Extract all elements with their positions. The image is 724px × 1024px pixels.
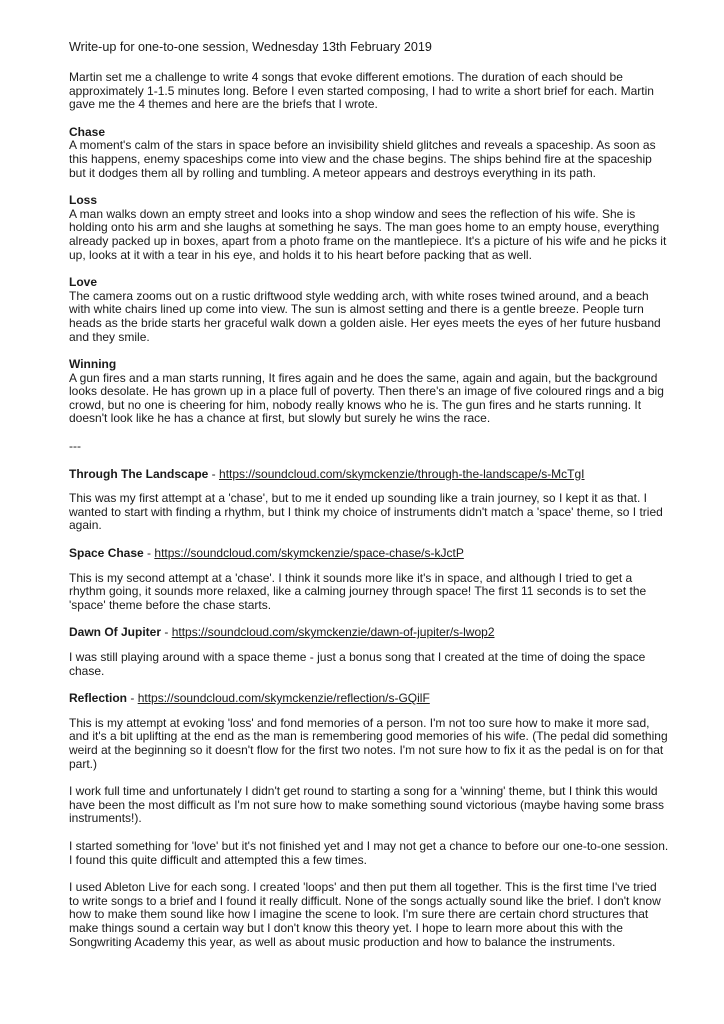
brief-heading: Love [69, 275, 98, 290]
track-name: Dawn Of Jupiter [69, 625, 162, 640]
document-title: Write-up for one-to-one session, Wednesday 13th February 2019 [69, 40, 432, 54]
title-dash: - [127, 691, 138, 706]
track-description: This was my first attempt at a 'chase', but to me it ended up sounding like a train journey, so I kept it as that. I wanted to start with finding a rhythm, but I think my choice of instruments didn't match a 'space' theme, so I tried again. [69, 491, 663, 533]
track-name: Through The Landscape [69, 466, 209, 481]
track-title-line [69, 547, 669, 561]
brief-winning [69, 358, 669, 426]
track-name: Space Chase [69, 546, 144, 561]
brief-chase [69, 126, 669, 180]
track-through-the-landscape [69, 468, 669, 533]
brief-text: A man walks down an empty street and looks into a shop window and sees the reflection of his wife. She is holding onto his arm and she laughs at something he says. The man goes home to an empty house, everything already packed up in boxes, apart from a photo frame on the mantlepiece. It's a picture of his wife and he picks it up, looks at it with a tear in his eye, and holds it to his heart before packing that as well. [69, 206, 667, 262]
closing-paragraph: I work full time and unfortunately I didn't get round to starting a song for a 'winning' theme, but I think this would have been the most difficult as I'm not sure how to make something sound victorious (maybe having some brass instruments!). [69, 784, 665, 826]
brief-heading: Loss [69, 193, 98, 208]
brief-love [69, 276, 669, 344]
brief-text: The camera zooms out on a rustic driftwood style wedding arch, with white roses twined around, and a beach with white chairs lined up come into view. The sun is almost setting and there is a gentle breeze. People turn heads as the bride starts her graceful walk down a golden aisle. Her eyes meets the eyes of her future husband and they smile. [69, 288, 661, 344]
section-separator: --- [69, 439, 81, 454]
track-description: This is my attempt at evoking 'loss' and fond memories of a person. I'm not too sure how to make it more sad, and it's a bit uplifting at the end as the man is remembering good memories of his wife. (The pedal did something weird at the beginning so it doesn't flow for the first two notes. I'm not sure how to fix it as the pedal is on for that part.) [69, 715, 668, 771]
soundcloud-link[interactable]: https://soundcloud.com/skymckenzie/dawn-of-jupiter/s-lwop2 [171, 625, 495, 640]
title-dash: - [208, 466, 220, 481]
closing-paragraph: I started something for 'love' but it's not finished yet and I may not get a chance to before our one-to-one session. I found this quite difficult and attempted this a few times. [69, 838, 669, 867]
soundcloud-link[interactable]: https://soundcloud.com/skymckenzie/reflection/s-GQilF [137, 691, 430, 706]
intro-paragraph: Martin set me a challenge to write 4 songs that evoke different emotions. The duration of each should be approximately 1-1.5 minutes long. Before I even started composing, I had to write a short brief for each. Martin gave me the 4 themes and here are the briefs that I wrote. [69, 70, 654, 112]
track-dawn-of-jupiter [69, 626, 669, 678]
closing-paragraph: I used Ableton Live for each song. I created 'loops' and then put them all together. This is the first time I've tried to write songs to a brief and I found it really difficult. None of the songs actually sound like the brief. I don't know how to make them sound like how I imagine the scene to look. I'm sure there are certain chord structures that make things sound a certain way but I don't know this theory yet. I hope to learn more about this with the Songwriting Academy this year, as well as about music production and how to balance the instruments. [69, 880, 661, 949]
track-title-line [69, 626, 669, 640]
soundcloud-link[interactable]: https://soundcloud.com/skymckenzie/through-the-landscape/s-McTgI [219, 466, 585, 481]
track-title-line [69, 692, 669, 706]
brief-heading: Winning [69, 357, 117, 372]
track-description: This is my second attempt at a 'chase'. I think it sounds more like it's in space, and although I tried to get a rhythm going, it sounds more relaxed, like a calming journey through space! The first 11 seconds is to set the 'space' theme before the chase starts. [69, 570, 647, 612]
track-description: I was still playing around with a space theme - just a bonus song that I created at the time of doing the space chase. [69, 650, 646, 678]
track-reflection [69, 692, 669, 771]
track-title-line [69, 468, 669, 482]
title-dash: - [161, 625, 172, 640]
track-space-chase [69, 547, 669, 612]
brief-heading: Chase [69, 124, 106, 139]
title-dash: - [143, 546, 155, 561]
brief-text: A moment's calm of the stars in space before an invisibility shield glitches and reveals a spaceship. As soon as this happens, enemy spaceships come into view and the chase begins. The ships behind fire at the spaceship but it dodges them all by rolling and tumbling. A meteor appears and destroys everything in its path. [69, 138, 656, 180]
brief-loss [69, 194, 669, 262]
track-name: Reflection [69, 691, 128, 706]
soundcloud-link[interactable]: https://soundcloud.com/skymckenzie/space-chase/s-kJctP [154, 546, 464, 561]
document [69, 40, 669, 949]
brief-text: A gun fires and a man starts running, It fires again and he does the same, again and again, but the background looks desolate. He has grown up in a place full of poverty. Then there's an image of five coloured rings and a big crowd, but no one is cheering for him, nobody really knows who he is. The gun fires and he starts running. It doesn't look like he has a chance at first, but slowly but surely he wins the race. [69, 370, 664, 426]
